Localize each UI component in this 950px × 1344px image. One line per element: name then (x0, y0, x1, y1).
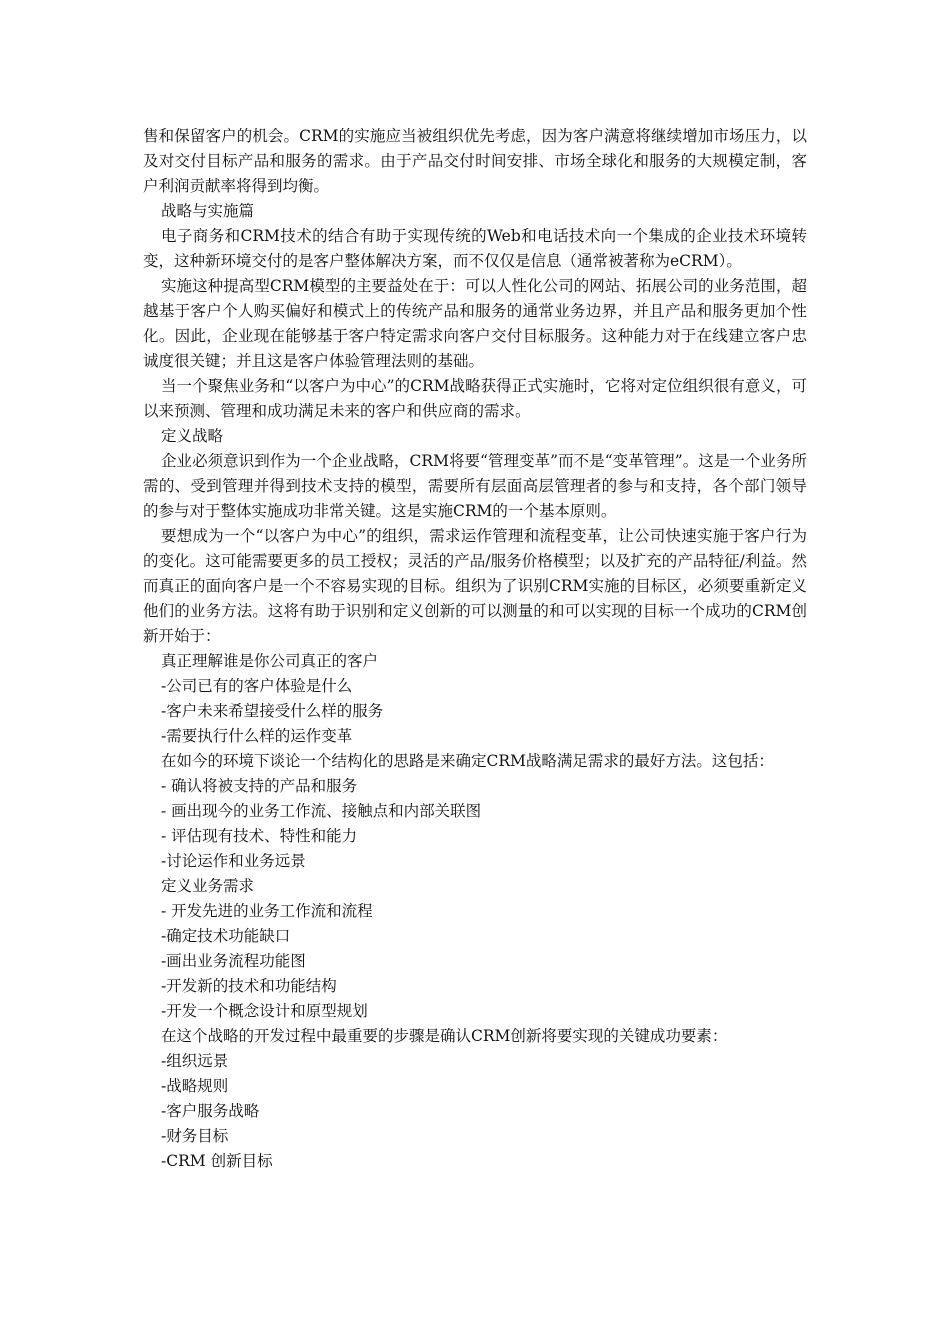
list-item: -客户未来希望接受什么样的服务 (161, 702, 384, 720)
list-item: -公司已有的客户体验是什么 (161, 677, 353, 695)
document-page (143, 124, 807, 1174)
list-item: - 画出现今的业务工作流、接触点和内部关联图 (161, 802, 482, 820)
paragraph-customer-centric: 当一个聚焦业务和“以客户为中心”的CRM战略获得正式实施时，它将对定位组织很有意义，可以来预测、管理和成功满足未来的客户和供应商的需求。 (143, 377, 807, 420)
list-item: -开发一个概念设计和原型规划 (161, 1002, 368, 1020)
list-item: - 评估现有技术、特性和能力 (161, 827, 358, 845)
section-heading-define-strategy: 定义战略 (161, 427, 224, 445)
list-steps (143, 774, 807, 1174)
paragraph-benefits: 实施这种提高型CRM模型的主要益处在于：可以人性化公司的网站、拓展公司的业务范围，超越基于客户个人购买偏好和模式上的传统产品和服务的通常业务边界，并且产品和服务更加个性化。因此，企业现在能够基于客户特定需求向客户交付目标服务。这种能力对于在线建立客户忠诚度很关键；并且这是客户体验管理法则的基础。 (143, 277, 807, 370)
list-item: -财务目标 (161, 1127, 229, 1145)
list-item: -确定技术功能缺口 (161, 927, 291, 945)
list-item: -战略规则 (161, 1077, 229, 1095)
list-item: - 开发先进的业务工作流和流程 (161, 902, 373, 920)
list-heading-define-requirements: 定义业务需求 (161, 877, 255, 895)
list-item: -需要执行什么样的运作变革 (161, 727, 353, 745)
list-item: - 确认将被支持的产品和服务 (161, 777, 358, 795)
paragraph-change-management: 企业必须意识到作为一个企业战略，CRM将要“管理变革”而不是“变革管理”。这是一个业务所需的、受到管理并得到技术支持的模型，需要所有层面高层管理者的参与和支持，各个部门领导的参与对于整体实施成功非常关键。这是实施CRM的一个基本原则。 (143, 452, 807, 520)
list-item: -组织远景 (161, 1052, 229, 1070)
paragraph-environment: 在如今的环境下谈论一个结构化的思路是来确定CRM战略满足需求的最好方法。这包括： (161, 752, 774, 770)
list-item: -客户服务战略 (161, 1102, 260, 1120)
section-heading-strategy-implementation: 战略与实施篇 (161, 202, 255, 220)
list-item: -讨论运作和业务远景 (161, 852, 306, 870)
paragraph-ecommerce-crm: 电子商务和CRM技术的结合有助于实现传统的Web和电话技术向一个集成的企业技术环境转变，这种新环境交付的是客户整体解决方案，而不仅仅是信息（通常被著称为eCRM）。 (143, 227, 807, 270)
list-item: -画出业务流程功能图 (161, 952, 306, 970)
list-item: -CRM 创新目标 (161, 1152, 273, 1170)
list-intro-success-factors: 在这个战略的开发过程中最重要的步骤是确认CRM创新将要实现的关键成功要素： (161, 1027, 728, 1045)
list-item: -开发新的技术和功能结构 (161, 977, 337, 995)
list-understand-customer (143, 649, 807, 749)
paragraph-intro: 售和保留客户的机会。CRM的实施应当被组织优先考虑，因为客户满意将继续增加市场压力，以及对交付目标产品和服务的需求。由于产品交付时间安排、市场全球化和服务的大规模定制，客户利润贡献率将得到均衡。 (143, 127, 807, 195)
list-item: 真正理解谁是你公司真正的客户 (161, 652, 379, 670)
paragraph-customer-organization: 要想成为一个“以客户为中心”的组织，需求运作管理和流程变革，让公司快速实施于客户行为的变化。这可能需要更多的员工授权；灵活的产品/服务价格模型；以及扩充的产品特征/利益。然而真正的面向客户是一个不容易实现的目标。组织为了识别CRM实施的目标区，必须要重新定义他们的业务方法。这将有助于识别和定义创新的可以测量的和可以实现的目标一个成功的CRM创新开始于： (143, 527, 807, 645)
